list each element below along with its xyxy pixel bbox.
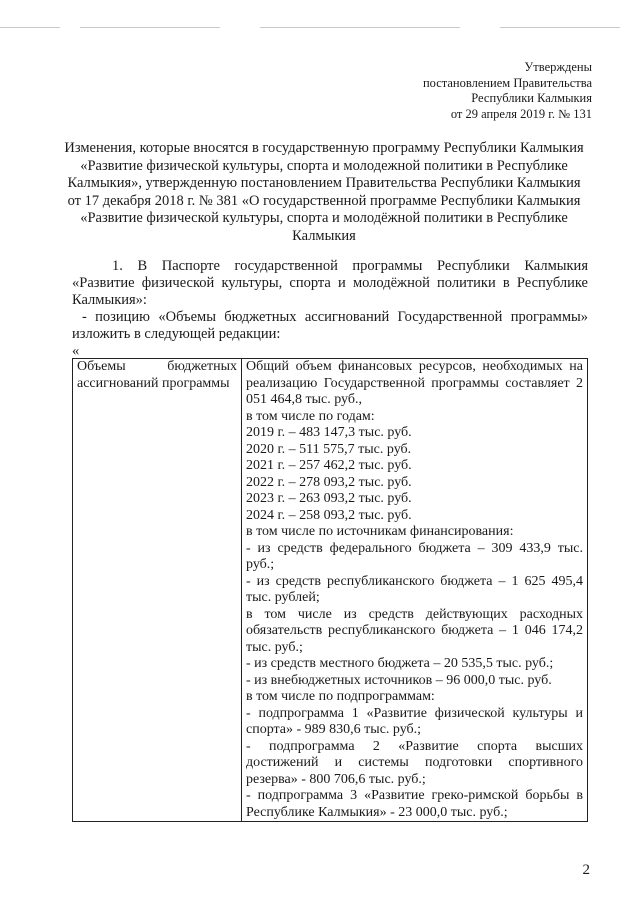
table-label-cell (73, 359, 242, 822)
table-line: - из средств федерального бюджета – 309 433,9 тыс. руб.; (246, 540, 583, 572)
table-row (73, 359, 588, 822)
table-line: - подпрограмма 3 «Развитие греко-римской борьбы в Республике Калмыкия» - 23 000,0 тыс. руб.; (246, 788, 583, 820)
table-line: - подпрограмма 1 «Развитие физической культуры и спорта» - 989 830,6 тыс. руб.; (246, 705, 583, 737)
open-quote: « (72, 343, 80, 359)
paragraph-1: 1. В Паспорте государственной программы Республики Калмыкия «Развитие физической культуры, спорта и молодёжной политики в Республике Калмыкия»: (72, 258, 588, 308)
table-line: Общий объем финансовых ресурсов, необходимых на реализацию Государственной программы составляет 2 051 464,8 тыс. руб., (246, 359, 583, 407)
table-line: 2019 г. – 483 147,3 тыс. руб. (246, 425, 412, 440)
table-line: в том числе из средств действующих расходных обязательств республиканского бюджета – 1 046 174,2 тыс. руб.; (246, 606, 583, 655)
paragraph-2: - позицию «Объемы бюджетных ассигнований Государственной программы» изложить в следующей редакции: (72, 309, 588, 342)
approval-line: от 29 апреля 2019 г. № 131 (450, 106, 592, 121)
table-line: - из внебюджетных источников – 96 000,0 тыс. руб. (246, 672, 552, 688)
page-number: 2 (582, 862, 590, 878)
table-label: Объемы бюджетных ассигнований программы (77, 359, 237, 391)
table-line: - из средств местного бюджета – 20 535,5 тыс. руб.; (246, 656, 554, 671)
table-line: 2022 г. – 278 093,2 тыс. руб. (246, 474, 412, 490)
approval-line: Утверждены (524, 60, 592, 74)
table-line: - подпрограмма 2 «Развитие спорта высших достижений и системы подготовки спортивного резерва» - 800 706,6 тыс. руб.; (246, 738, 583, 787)
table-line: - из средств республиканского бюджета – 1 625 495,4 тыс. рублей; (246, 573, 583, 605)
table-line: 2021 г. – 257 462,2 тыс. руб. (246, 458, 412, 473)
approval-line: постановлением Правительства (422, 75, 592, 90)
document-title: Изменения, которые вносятся в государственную программу Республики Калмыкия «Развитие физической культуры, спорта и молодежной политики в Республике Калмыкия», утвержденную постановлением Правительства Республики Калмыкия от 17 декабря 2018 г. № 381 «О государственной программе Республики Калмыкия «Развитие физической культуры, спорта и молодёжной политики в Республике Калмыкия (64, 140, 584, 244)
table-line: в том числе по годам: (246, 408, 375, 424)
scan-edge-artifact (0, 0, 640, 30)
table-value-cell (242, 359, 588, 822)
approval-stamp (332, 60, 592, 122)
table-line: в том числе по подпрограммам: (246, 689, 435, 704)
table-line: 2023 г. – 263 093,2 тыс. руб. (246, 491, 412, 506)
approval-line: Республики Калмыкия (471, 91, 592, 105)
passport-table (72, 358, 588, 822)
table-line: 2020 г. – 511 575,7 тыс. руб. (246, 441, 412, 457)
table-line: 2024 г. – 258 093,2 тыс. руб. (246, 507, 412, 523)
table-line: в том числе по источникам финансирования: (246, 524, 514, 539)
